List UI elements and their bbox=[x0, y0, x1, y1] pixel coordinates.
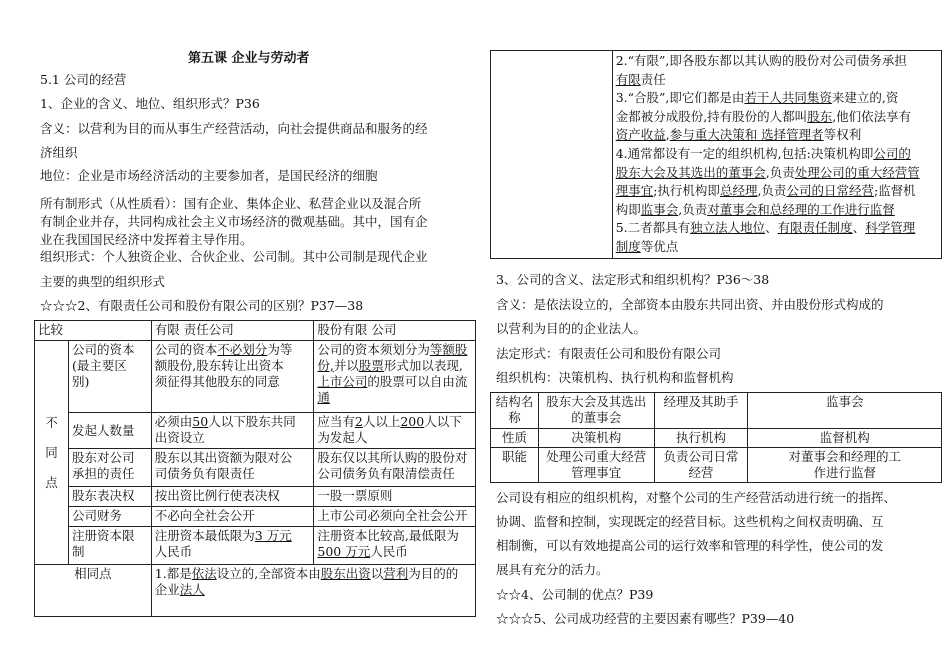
same-content: 1.都是依法设立的,全部资本由股东出资以营利为目的的 企业法人 bbox=[151, 565, 475, 617]
row-item: 股东对公司 承担的责任 bbox=[68, 449, 151, 487]
row-jsc: 股东仅以其所认购的股份对 公司债务负有限清偿责任 bbox=[314, 449, 476, 487]
row-item: 股东表决权 bbox=[68, 487, 151, 507]
ownership-line: 所有制形式（从性质看）：国有企业、集体企业、私营企业以及混合所 bbox=[40, 196, 422, 211]
row-llc: 必须由50人以下股东共同 出资设立 bbox=[151, 413, 314, 449]
paragraph-line: 相制衡，可以有效地提高公司的运行效率和管理的科学性，使公司的发 bbox=[496, 538, 884, 553]
status-line: 地位：企业是市场经济活动的主要参加者，是国民经济的细胞 bbox=[40, 168, 378, 183]
row-jsc: 上市公司必须向全社会公开 bbox=[314, 507, 476, 527]
question-5: ☆☆☆5、公司成功经营的主要因素有哪些？P39—40 bbox=[496, 611, 795, 626]
org-row-label: 职能 bbox=[491, 448, 539, 483]
continuation-box bbox=[490, 50, 942, 259]
org-header-name: 结构名 称 bbox=[491, 393, 539, 429]
section-heading: 5.1 公司的经营 bbox=[40, 72, 127, 87]
row-jsc: 应当有2人以上200人以下 为发起人 bbox=[314, 413, 476, 449]
org-table bbox=[490, 392, 942, 483]
org-cell: 对董事会和经理的工 作进行监督 bbox=[748, 448, 942, 483]
org-form-line: 主要的典型的组织形式 bbox=[40, 274, 166, 289]
paragraph-line: 展具有充分的活力。 bbox=[496, 562, 609, 577]
org-header-board: 股东大会及其选出 的董事会 bbox=[538, 393, 654, 429]
org-cell: 执行机构 bbox=[654, 429, 748, 448]
org-row-label: 性质 bbox=[491, 429, 539, 448]
legal-form-line: 法定形式：有限责任公司和股份有限公司 bbox=[496, 346, 722, 361]
question-2: ☆☆☆2、有限责任公司和股份有限公司的区别？P37—38 bbox=[40, 298, 364, 313]
row-jsc: 公司的资本须划分为等额股 份,并以股票形式加以表现, 上市公司的股票可以自由流 通 bbox=[314, 341, 476, 413]
definition-line: 含义：是依法设立的，全部资本由股东共同出资、并由股份形式构成的 bbox=[496, 297, 884, 312]
org-structure-line: 组织机构：决策机构、执行机构和监督机构 bbox=[496, 370, 734, 385]
row-item: 公司的资本 (最主要区 别) bbox=[68, 341, 151, 413]
org-cell: 决策机构 bbox=[538, 429, 654, 448]
ownership-line: 业在我国国民经济中发挥着主导作用。 bbox=[40, 232, 253, 247]
row-item: 注册资本限 制 bbox=[68, 527, 151, 565]
ownership-line: 有制企业并存，共同构成社会主义市场经济的微观基础。其中，国有企 bbox=[40, 214, 428, 229]
org-cell: 监督机构 bbox=[748, 429, 942, 448]
box-content: 2.“有限”,即各股东都以其认购的股份对公司债务承担 有限责任 3.“合股”,即它们都是由若干人共同集资来建立的,资 金都被分成股份,持有股份的人都叫股东,他们依法享有 资产收益,参与重大决策和 选择管理者等权利 4.通常都设有一定的组织机构,包括:决策机构即公司的 股东大会及其选出的董事会,负责处理公司的重大经营管 理事宜;执行机构即总经理,负责公司的日常经营;监督机 构即监事会,负责对董事会和总经理的工作进行监督 5.二者都具有独立法人地位、有限责任制度、科学管理 制度等优点 bbox=[612, 51, 941, 259]
diff-label: 不 同 点 bbox=[35, 341, 69, 565]
question-4: ☆☆4、公司制的优点？P39 bbox=[496, 587, 654, 602]
definition-line: 以营利为目的的企业法人。 bbox=[496, 321, 647, 336]
org-cell: 负责公司日常 经营 bbox=[654, 448, 748, 483]
row-item: 公司财务 bbox=[68, 507, 151, 527]
box-empty-cell bbox=[491, 51, 613, 259]
question-3: 3、公司的含义、法定形式和组织机构？P36～38 bbox=[496, 272, 770, 287]
page-title: 第五课 企业与劳动者 bbox=[188, 51, 310, 66]
paragraph-line: 公司设有相应的组织机构，对整个公司的生产经营活动进行统一的指挥、 bbox=[496, 490, 897, 505]
same-label: 相同点 bbox=[35, 565, 152, 617]
row-llc: 按出资比例行使表决权 bbox=[151, 487, 314, 507]
question-1: 1、企业的含义、地位、组织形式？P36 bbox=[40, 96, 260, 111]
row-jsc: 一股一票原则 bbox=[314, 487, 476, 507]
comparison-table bbox=[34, 320, 476, 617]
row-llc: 公司的资本不必划分为等 额股份,股东转让出资本 须征得其他股东的同意 bbox=[151, 341, 314, 413]
org-form-line: 组织形式：个人独资企业、合伙企业、公司制。其中公司制是现代企业 bbox=[40, 249, 428, 264]
paragraph-line: 协调、监督和控制，实现既定的经营目标。这些机构之间权责明确、互 bbox=[496, 514, 884, 529]
row-llc: 注册资本最低限为3 万元 人民币 bbox=[151, 527, 314, 565]
definition-line: 含义：以营利为目的而从事生产经营活动，向社会提供商品和服务的经 bbox=[40, 121, 428, 136]
row-item: 发起人数量 bbox=[68, 413, 151, 449]
row-llc: 股东以其出资额为限对公 司债务负有限责任 bbox=[151, 449, 314, 487]
org-header-supervisor: 监事会 bbox=[748, 393, 942, 429]
header-jsc: 股份有限 公司 bbox=[314, 321, 476, 341]
org-cell: 处理公司重大经营 管理事宜 bbox=[538, 448, 654, 483]
org-header-manager: 经理及其助手 bbox=[654, 393, 748, 429]
row-jsc: 注册资本比较高,最低限为 500 万元人民币 bbox=[314, 527, 476, 565]
header-compare: 比较 bbox=[35, 321, 152, 341]
header-llc: 有限 责任公司 bbox=[151, 321, 314, 341]
row-llc: 不必向全社会公开 bbox=[151, 507, 314, 527]
definition-line: 济组织 bbox=[40, 145, 78, 160]
